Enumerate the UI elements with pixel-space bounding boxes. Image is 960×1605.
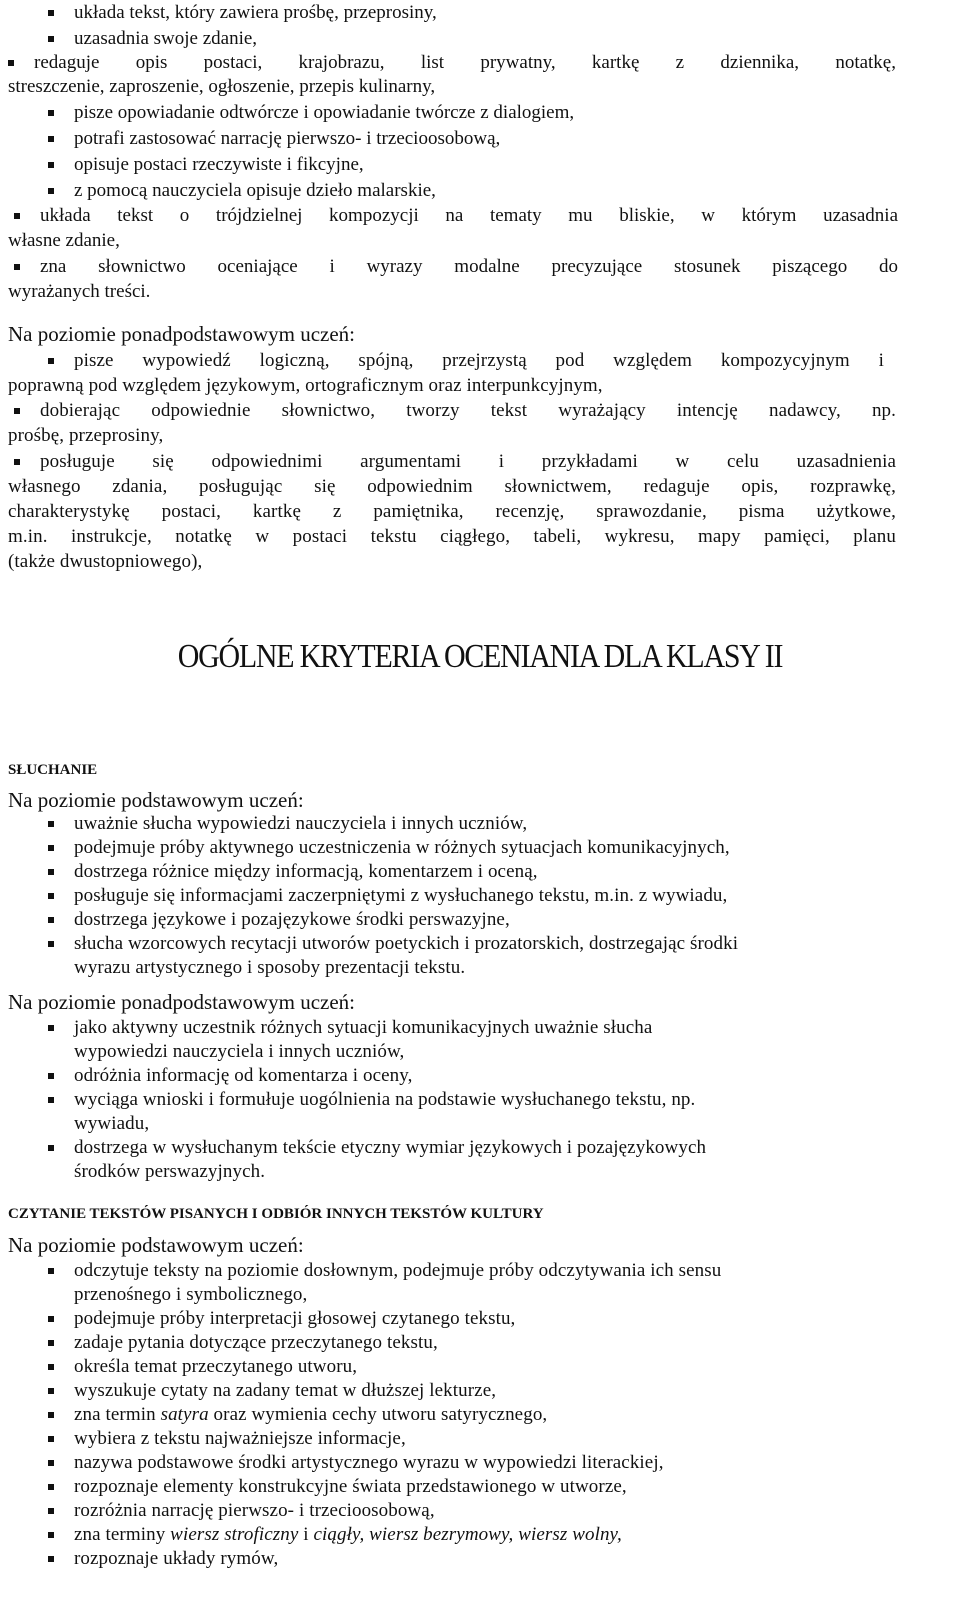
section-subheading: Na poziomie ponadpodstawowym uczeń: (8, 990, 355, 1014)
list-item-continuation: streszczenie, zaproszenie, ogłoszenie, przepis kulinarny, (8, 76, 436, 97)
list-item (74, 1404, 547, 1426)
list-item: dostrzega językowe i pozajęzykowe środki perswazyjne, (74, 909, 510, 930)
list-item: słucha wzorcowych recytacji utworów poetyckich i prozatorskich, dostrzegając środki (74, 933, 739, 954)
list-item: wyszukuje cytaty na zadany temat w dłuższej lekturze, (74, 1380, 497, 1401)
list-item: rozpoznaje układy rymów, (74, 1548, 279, 1569)
text-fragment: zna termin (74, 1404, 161, 1425)
section-subheading: Na poziomie podstawowym uczeń: (8, 1233, 304, 1257)
section-subheading: Na poziomie podstawowym uczeń: (8, 788, 304, 812)
list-item: rozróżnia narrację pierwszo- i trzecioosobową, (74, 1500, 435, 1521)
list-item: dostrzega różnice między informacją, komentarzem i oceną, (74, 861, 538, 882)
list-item-continuation: poprawną pod względem językowym, ortograficznym oraz interpunkcyjnym, (8, 375, 603, 396)
list-item-continuation: m.in. instrukcje, notatkę w postaci tekstu ciągłego, tabeli, wykresu, mapy pamięci, planu (8, 526, 896, 547)
list-item: podejmuje próby aktywnego uczestniczenia w różnych sytuacjach komunikacyjnych, (74, 837, 730, 858)
list-item-continuation: (także dwustopniowego), (8, 551, 203, 572)
list-item: opisuje postaci rzeczywiste i fikcyjne, (74, 154, 364, 175)
list-item: jako aktywny uczestnik różnych sytuacji komunikacyjnych uważnie słucha (74, 1017, 653, 1038)
list-item: uzasadnia swoje zdanie, (74, 28, 258, 49)
list-item: układa tekst, który zawiera prośbę, przeprosiny, (74, 2, 437, 23)
list-item: podejmuje próby interpretacji głosowej czytanego tekstu, (74, 1308, 516, 1329)
list-item-continuation: środków perswazyjnych. (74, 1161, 266, 1182)
list-item: określa temat przeczytanego utworu, (74, 1356, 358, 1377)
section-subheading: Na poziomie ponadpodstawowym uczeń: (8, 322, 355, 346)
list-item: redaguje opis postaci, krajobrazu, list prywatny, kartkę z dziennika, notatkę, (34, 52, 896, 73)
list-item: nazywa podstawowe środki artystycznego wyrazu w wypowiedzi literackiej, (74, 1452, 664, 1473)
list-item: pisze wypowiedź logiczną, spójną, przejrzystą pod względem kompozycyjnym i (74, 350, 884, 371)
list-item-continuation: wyrażanych treści. (8, 281, 151, 302)
list-item: wyciąga wnioski i formułuje uogólnienia na podstawie wysłuchanego tekstu, np. (74, 1089, 696, 1110)
text-fragment: zna terminy (74, 1524, 171, 1545)
term-list: ciągły, wiersz bezrymowy, wiersz wolny, (313, 1524, 622, 1545)
list-item: zadaje pytania dotyczące przeczytanego tekstu, (74, 1332, 438, 1353)
list-item-continuation: charakterystykę postaci, kartkę z pamiętnika, recenzję, sprawozdanie, pisma użytkowe, (8, 501, 896, 522)
section-heading-sluchanie: SŁUCHANIE (8, 762, 98, 778)
list-item: potrafi zastosować narrację pierwszo- i trzecioosobową, (74, 128, 501, 149)
section-heading-czytanie: CZYTANIE TEKSTÓW PISANYCH I ODBIÓR INNYCH TEKSTÓW KULTURY (8, 1206, 544, 1222)
text-fragment: i (298, 1524, 314, 1545)
list-item: uważnie słucha wypowiedzi nauczyciela i innych uczniów, (74, 813, 528, 834)
list-item-continuation: prośbę, przeprosiny, (8, 425, 164, 446)
list-item-continuation: wypowiedzi nauczyciela i innych uczniów, (74, 1041, 405, 1062)
list-item: dobierając odpowiednie słownictwo, tworzy tekst wyrażający intencję nadawcy, np. (40, 400, 896, 421)
term-satyra: satyra (160, 1404, 209, 1425)
list-item: rozpoznaje elementy konstrukcyjne świata przedstawionego w utworze, (74, 1476, 627, 1497)
list-item-continuation: własne zdanie, (8, 230, 120, 251)
list-item-continuation: przenośnego i symbolicznego, (74, 1284, 308, 1305)
list-item: posługuje się odpowiednimi argumentami i przykładami w celu uzasadnienia (40, 451, 896, 472)
list-item: dostrzega w wysłuchanym tekście etyczny wymiar językowych i pozajęzykowych (74, 1137, 707, 1158)
list-item: z pomocą nauczyciela opisuje dzieło malarskie, (74, 180, 436, 201)
text-fragment: oraz wymienia cechy utworu satyrycznego, (208, 1404, 548, 1425)
list-item (74, 1524, 622, 1546)
list-item: zna słownictwo oceniające i wyrazy modalne precyzujące stosunek piszącego do (40, 256, 898, 277)
list-item: odczytuje teksty na poziomie dosłownym, podejmuje próby odczytywania ich sensu (74, 1260, 722, 1281)
list-item: układa tekst o trójdzielnej kompozycji na tematy mu bliskie, w którym uzasadnia (40, 205, 898, 226)
list-item-continuation: wyrazu artystycznego i sposoby prezentacji tekstu. (74, 957, 466, 978)
page-title: OGÓLNE KRYTERIA OCENIANIA DLA KLASY II (177, 638, 783, 675)
list-item-continuation: własnego zdania, posługując się odpowiednim słownictwem, redaguje opis, rozprawkę, (8, 476, 896, 497)
list-item-continuation: wywiadu, (74, 1113, 150, 1134)
list-item: wybiera z tekstu najważniejsze informacje, (74, 1428, 406, 1449)
list-item: posługuje się informacjami zaczerpniętymi z wysłuchanego tekstu, m.in. z wywiadu, (74, 885, 728, 906)
list-item: pisze opowiadanie odtwórcze i opowiadanie twórcze z dialogiem, (74, 102, 575, 123)
list-item: odróżnia informację od komentarza i oceny, (74, 1065, 413, 1086)
term-wiersz-stroficzny: wiersz stroficzny (170, 1524, 299, 1545)
